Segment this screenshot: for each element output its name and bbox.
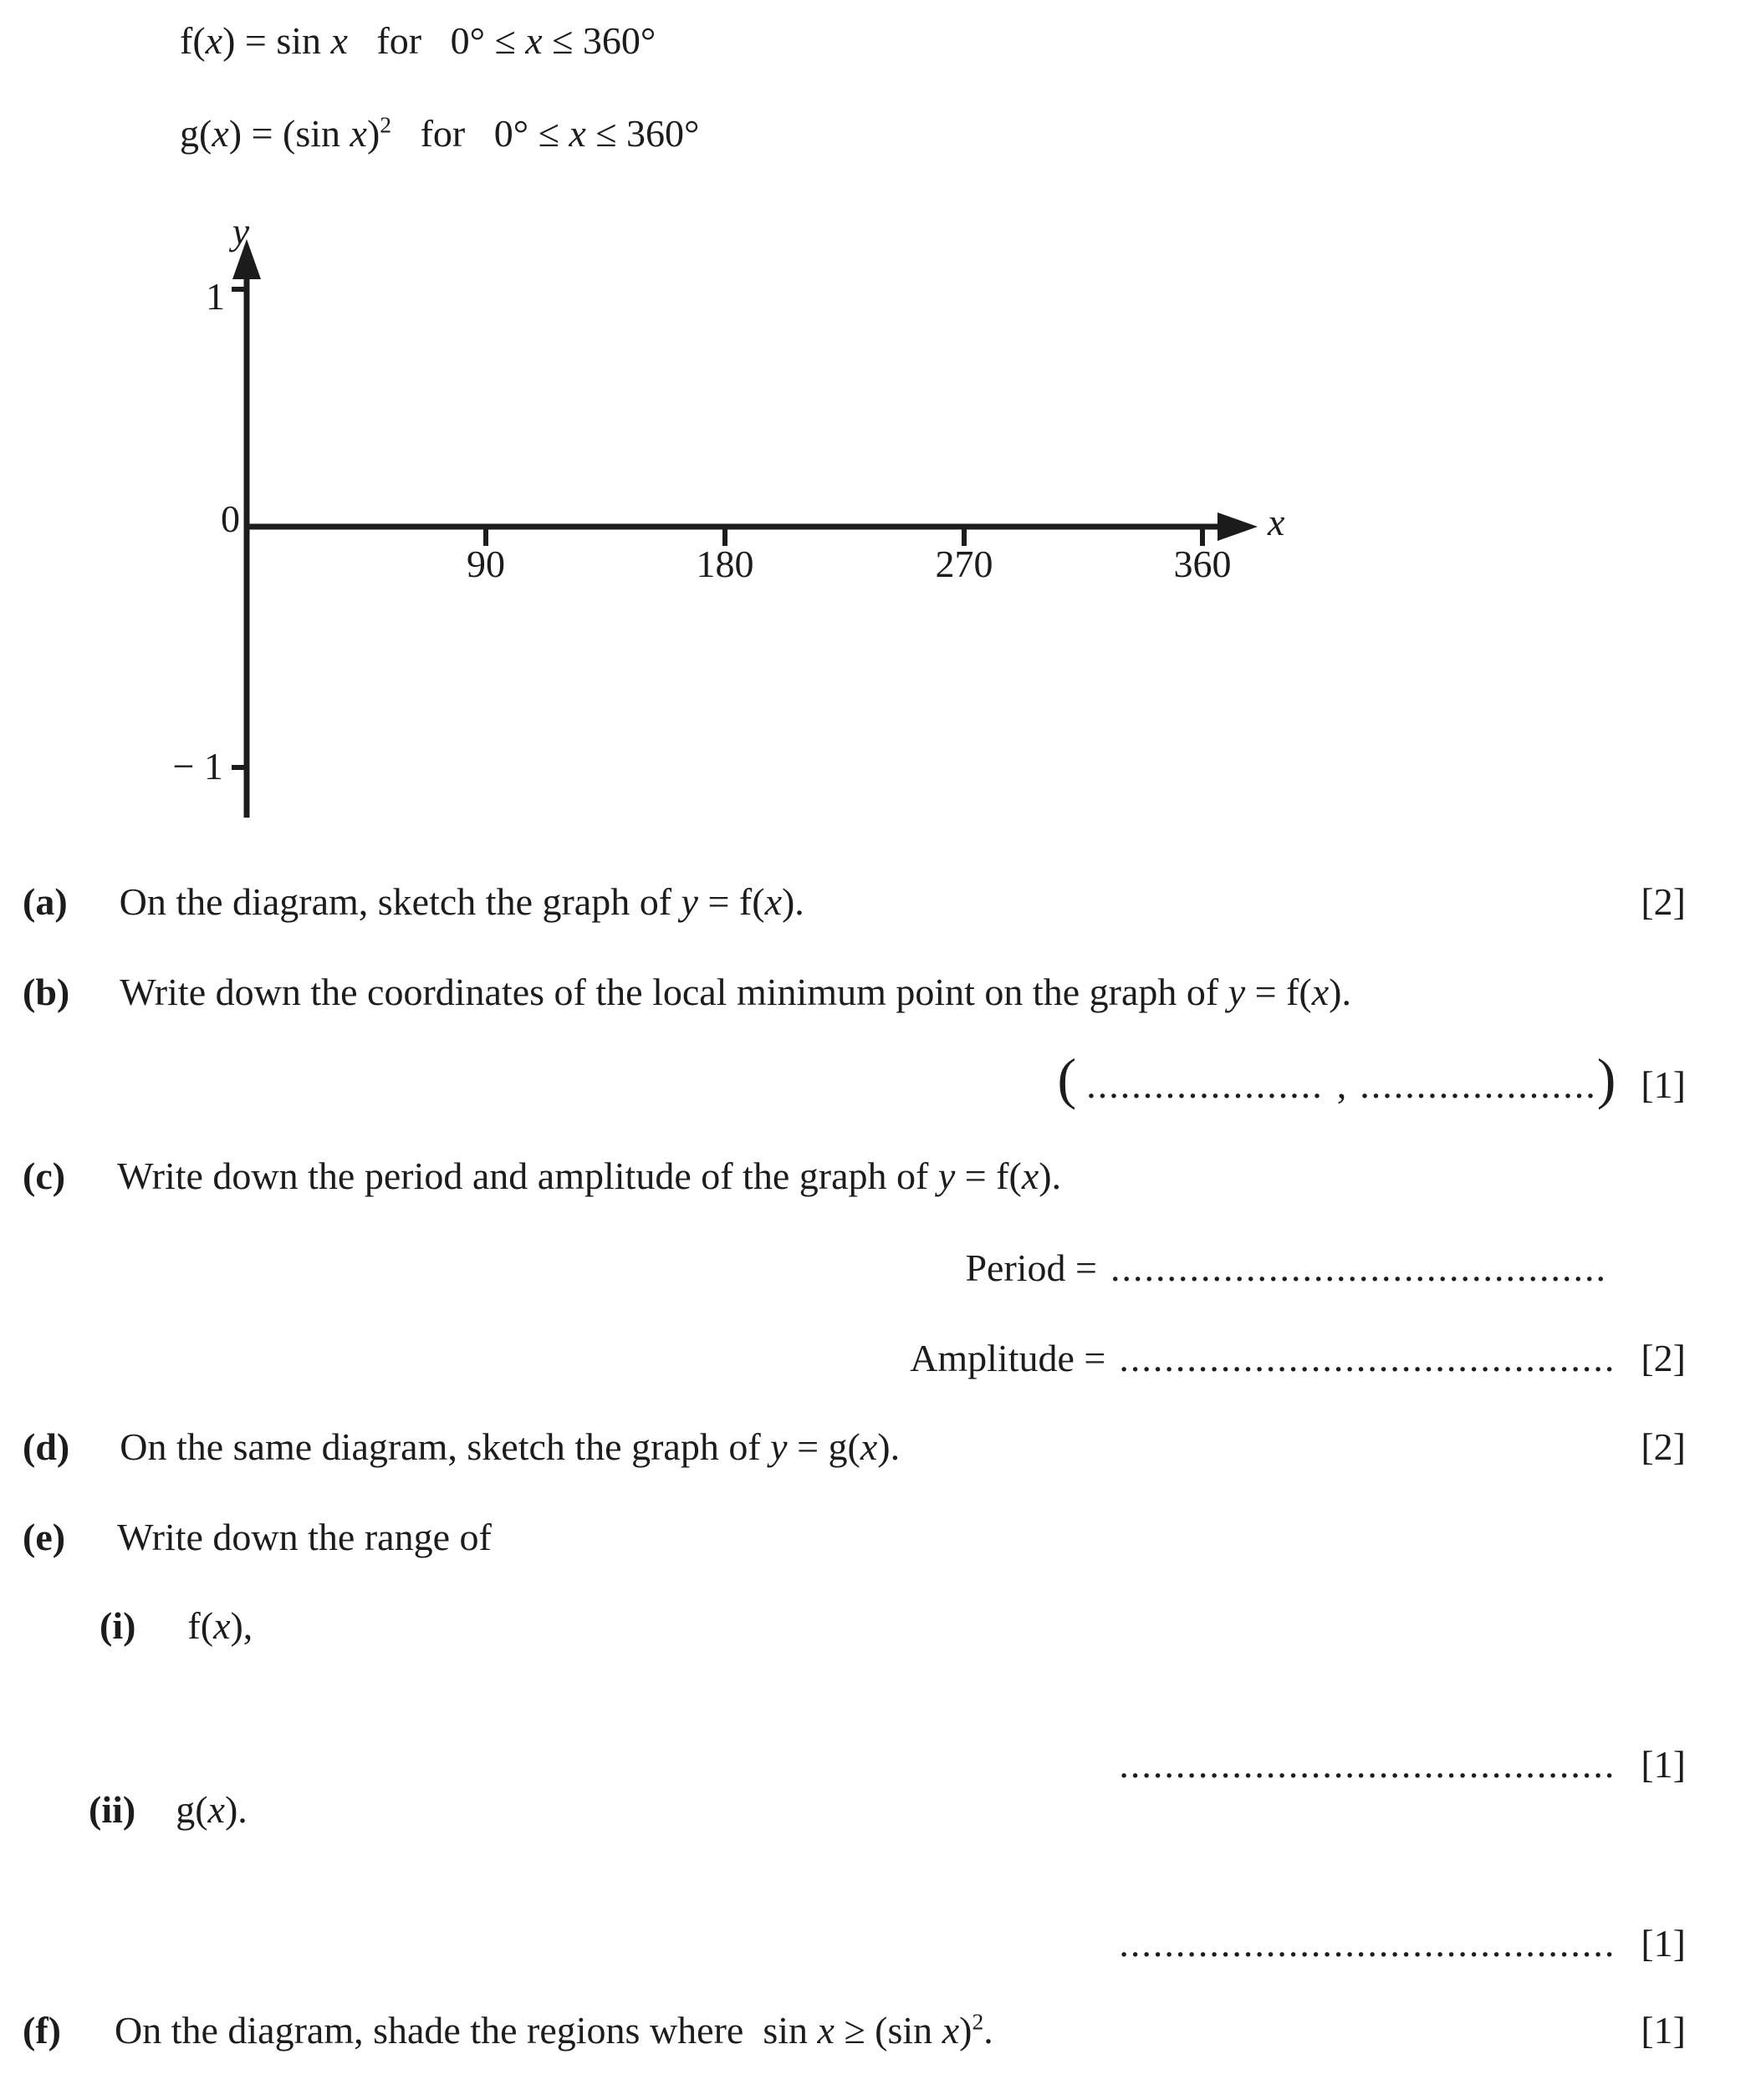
answer-field-amplitude[interactable]: ............................................ [1119,1337,1616,1379]
question-e-i-mark: [1] [1641,1743,1686,1786]
question-c-label: (c) [23,1154,66,1197]
open-paren: ( [1057,1047,1077,1110]
question-d-text: On the same diagram, sketch the graph of y = g(x). [120,1425,901,1468]
answer-field-range-f[interactable]: ............................................ [1119,1743,1616,1786]
question-f-label: (f) [23,2009,61,2052]
question-c-mark: [2] [1641,1337,1686,1379]
question-e-ii-label: (ii) [89,1788,136,1831]
amplitude-answer-row [910,1336,1686,1381]
question-a-label: (a) [23,880,68,923]
amplitude-label: Amplitude = [910,1337,1106,1379]
question-e-row [23,1515,1686,1560]
question-b-row [23,970,1686,1015]
question-e-i-label: (i) [100,1604,136,1647]
coordinate-comma: , [1336,1063,1347,1106]
question-f-row [23,2008,1686,2053]
question-d-row [23,1425,1686,1470]
question-f-mark: [1] [1641,2009,1686,2052]
x-tick-label-270: 270 [935,543,993,585]
question-e-i-row [100,1603,253,1649]
x-tick-label-360: 360 [1173,543,1232,585]
question-e-label: (e) [23,1516,66,1558]
question-c-text: Write down the period and amplitude of the graph of y = f(x). [117,1154,1062,1197]
y-axis-label: y [232,210,250,252]
question-d-mark: [2] [1641,1425,1686,1468]
answer-field-range-g[interactable]: ............................................ [1119,1922,1616,1965]
x-tick-label-180: 180 [696,543,754,585]
question-e-i-answer-row [1119,1742,1686,1787]
question-a-row [23,879,1686,925]
question-c-row [23,1154,1686,1199]
question-e-i-text: f(x), [187,1604,253,1647]
answer-field-b-y[interactable]: ..................... [1360,1063,1597,1106]
question-d-label: (d) [23,1425,70,1468]
question-b-mark: [1] [1641,1063,1686,1106]
question-e-ii-mark: [1] [1641,1922,1686,1965]
close-paren: ) [1596,1047,1616,1110]
question-b-answer-row [1057,1047,1686,1110]
period-label: Period = [965,1246,1097,1289]
question-e-ii-text: g(x). [176,1788,248,1831]
origin-label: 0 [221,497,240,540]
y-tick-label-minus-1: − 1 [172,745,223,788]
question-f-text: On the diagram, shade the regions where sin x ≥ (sin x)$^2$. [114,2008,993,2052]
question-e-ii-answer-row [1119,1921,1686,1966]
function-f-definition: f(x) = sin x for 0° ≤ x ≤ 360° [180,19,656,62]
question-b-label: (b) [23,971,70,1013]
question-a-text: On the diagram, sketch the graph of y = f(x). [119,880,804,923]
x-axis [247,512,1258,546]
question-b-text: Write down the coordinates of the local minimum point on the graph of y = f(x). [120,971,1351,1013]
function-g-definition: g(x) = (sin x)$^2$ for 0° ≤ x ≤ 360° [180,111,700,155]
x-axis-arrow-icon [1217,512,1258,541]
answer-field-b-x[interactable]: ..................... [1086,1063,1324,1106]
question-e-ii-row [89,1787,248,1832]
x-axis-label: x [1268,501,1285,543]
x-tick-label-90: 90 [467,543,505,585]
y-tick-label-1: 1 [206,275,225,318]
graph-canvas[interactable] [0,0,1756,844]
answer-field-period[interactable]: ............................................ [1110,1246,1607,1289]
question-e-text: Write down the range of [117,1516,492,1558]
period-answer-row [965,1246,1607,1291]
question-a-mark: [2] [1641,880,1686,923]
